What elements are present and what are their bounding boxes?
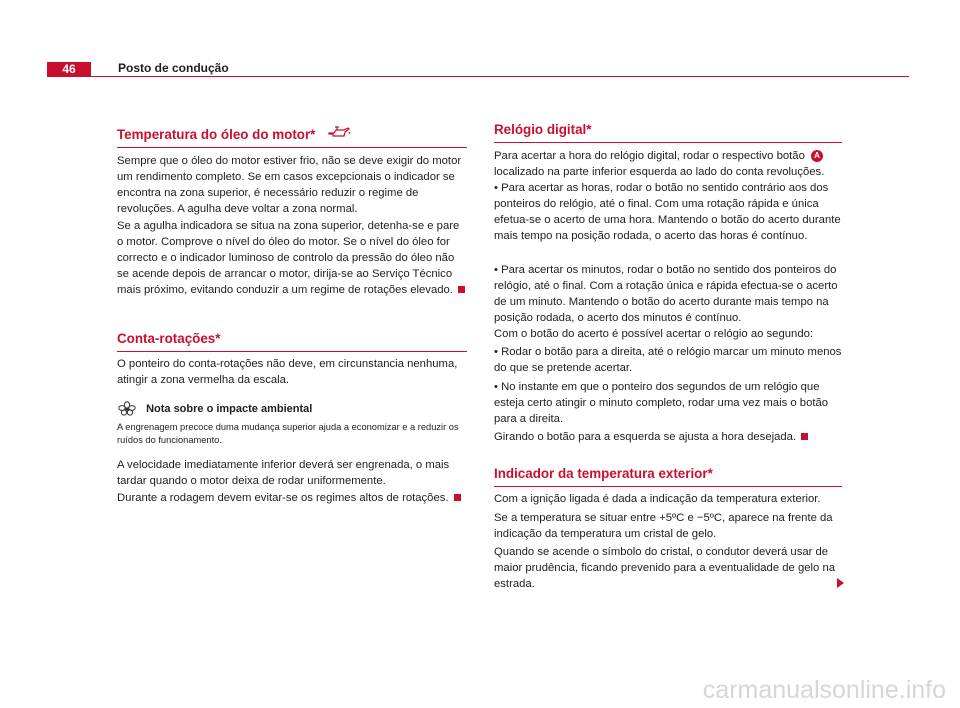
outside-temp-paragraph-3: Quando se acende o símbolo do cristal, o condutor deverá usar de maior prudência, ficando prevenido para a eventualidade de gelo na estrada.: [494, 546, 836, 590]
clock-paragraph-1b-text: localizado na parte inferior esquerda ao lado do conta revoluções.: [494, 166, 825, 178]
clock-paragraph-2: • Para acertar as horas, rodar o botão no sentido contrário aos dos ponteiros do relógio, até o final. Com uma rotação rápida e única efetua-se o acerto de uma hora. Mantendo o botão do acerto durante mais tempo na posição rodada, o acerto das horas é contínuo.: [494, 182, 841, 242]
rev-counter-paragraph-3: [117, 490, 467, 506]
continue-arrow-icon: [837, 578, 844, 588]
header-rule: [47, 76, 909, 77]
outside-temp-paragraph-1: Com a ignição ligada é dada a indicação da temperatura exterior.: [494, 493, 821, 505]
clock-paragraph-7: [494, 429, 842, 445]
rev-counter-paragraph-1: O ponteiro do conta-rotações não deve, em circunstancia nenhuma, atingir a zona vermelha da escala.: [117, 358, 458, 386]
chapter-title: Posto de condução: [118, 61, 229, 75]
section-end-marker: [801, 433, 808, 440]
clock-paragraph-3: • Para acertar os minutos, rodar o botão no sentido dos ponteiros do relógio, até o final. Com a rotação única e rápida efectua-se o acerto de um minuto. Mantendo o botão do acerto durante mais tempo na posição rodada, o acerto dos minutos é contínuo.: [494, 264, 838, 324]
oil-can-icon: [327, 125, 351, 144]
oil-temp-paragraph-2-text: Se a agulha indicadora se situa na zona superior, detenha-se e pare o motor. Comprove o nível do óleo do motor. Se o nível do óleo for correcto e o indicador luminoso de controlo da pressão do óleo não se acende depois de arrancar o motor, dirija-se ao Serviço Técnico mais próximo, evitando conduzir a um regime de rotações elevado.: [117, 220, 460, 296]
heading-digital-clock-label: Relógio digital*: [494, 122, 592, 138]
heading-outside-temperature: [494, 465, 842, 487]
outside-temp-paragraph-2: Se a temperatura se situar entre +5ºC e −5ºC, aparece na frente da indicação da temperatura um cristal de gelo.: [494, 512, 833, 540]
heading-rev-counter-label: Conta-rotações*: [117, 331, 221, 347]
section-end-marker: [454, 494, 461, 501]
button-a-badge: A: [811, 150, 823, 162]
clock-paragraph-6: • No instante em que o ponteiro dos segundos de um relógio que esteja certo atingir o minuto completo, rodar uma vez mais o botão para a direita.: [494, 381, 829, 425]
environment-flower-icon: [117, 403, 140, 415]
rev-counter-paragraph-3-text: Durante a rodagem devem evitar-se os regimes altos de rotações.: [117, 492, 449, 504]
clock-paragraph-5: • Rodar o botão para a direita, até o relógio marcar um minuto menos do que se pretende acertar.: [494, 346, 842, 374]
clock-paragraph-1-text: Para acertar a hora do relógio digital, rodar o respectivo botão: [494, 150, 805, 162]
heading-oil-temperature: [117, 125, 467, 148]
heading-oil-temperature-label: Temperatura do óleo do motor*: [117, 126, 316, 142]
clock-paragraph-7-text: Girando o botão para a esquerda se ajusta a hora desejada.: [494, 431, 797, 443]
watermark: carmanualsonline.info: [702, 676, 946, 704]
heading-digital-clock: [494, 121, 842, 143]
heading-outside-temperature-label: Indicador da temperatura exterior*: [494, 466, 713, 482]
clock-paragraph-1: [494, 148, 842, 180]
oil-temp-paragraph-2: [117, 218, 467, 298]
rev-counter-paragraph-2: A velocidade imediatamente inferior deverá ser engrenada, o mais tardar quando o motor deixa de rodar uniformemente.: [117, 459, 450, 487]
oil-temp-paragraph-1: Sempre que o óleo do motor estiver frio, não se deve exigir do motor um rendimento completo. Se em casos excepcionais o indicador se encontra na zona superior, é necessário reduzir o regime de revoluções. A agulha deve voltar a zona normal.: [117, 155, 462, 215]
heading-rev-counter: [117, 330, 467, 352]
environment-note-title-text: Nota sobre o impacte ambiental: [146, 403, 313, 415]
clock-paragraph-4: Com o botão do acerto é possível acertar o relógio ao segundo:: [494, 328, 814, 340]
page-number: 46: [47, 62, 91, 76]
environment-note-title: [117, 401, 312, 417]
environment-note-text: A engrenagem precoce duma mudança superior ajuda a economizar e a reduzir os ruídos do funcionamento.: [117, 422, 459, 445]
section-end-marker: [458, 286, 465, 293]
